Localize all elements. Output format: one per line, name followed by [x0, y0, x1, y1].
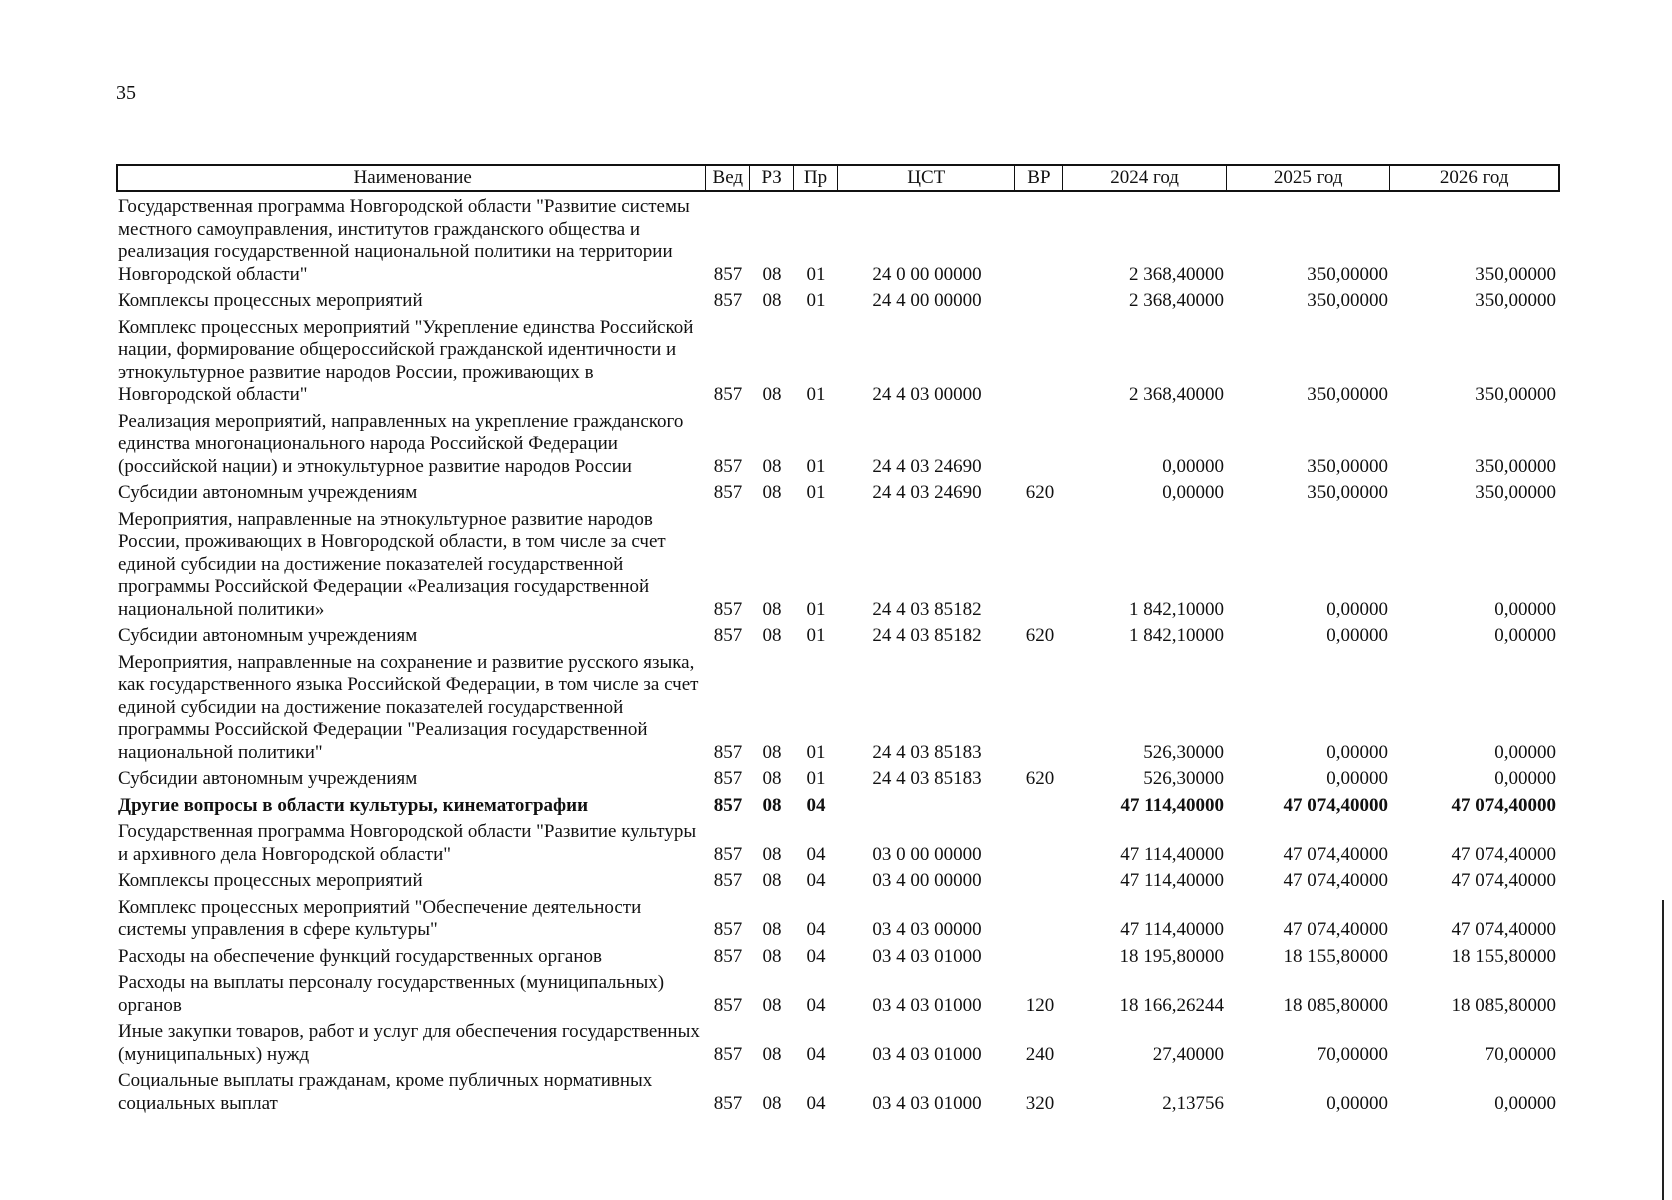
row-2026: 47 074,40000: [1451, 919, 1556, 940]
table-row: [116, 290, 1560, 313]
row-2024: 27,40000: [1152, 1043, 1224, 1065]
table-row: [116, 972, 1560, 1017]
row-2025: 0,00000: [1326, 1092, 1388, 1114]
row-vr: 620: [1025, 482, 1055, 503]
row-vr: 620: [1025, 768, 1055, 789]
row-pr: 04: [806, 843, 826, 865]
header-2024: 2024 год: [1063, 166, 1227, 190]
row-cst: 24 4 03 85182: [872, 598, 982, 620]
row-pr: 01: [806, 384, 826, 405]
table-body: [116, 196, 1560, 1115]
row-rz: 08: [762, 384, 782, 405]
row-2025: 18 085,80000: [1283, 994, 1388, 1016]
row-name: Другие вопросы в области культуры, кинематографии: [118, 794, 589, 816]
row-pr: 04: [806, 994, 826, 1016]
row-2025: 0,00000: [1326, 598, 1388, 620]
row-name: Расходы на обеспечение функций государственных органов: [118, 945, 602, 967]
row-2025: 350,00000: [1307, 290, 1388, 311]
row-pr: 01: [806, 598, 826, 620]
row-ved: 857: [713, 455, 743, 477]
row-cst: 24 4 03 24690: [872, 482, 982, 503]
header-vr: ВР: [1015, 166, 1063, 190]
row-vr: 320: [1025, 1092, 1055, 1114]
row-ved: 857: [713, 1043, 743, 1065]
row-2025: 0,00000: [1326, 768, 1388, 789]
row-rz: 08: [762, 843, 782, 865]
scan-edge-line: [1662, 900, 1664, 1200]
row-rz: 08: [762, 455, 782, 477]
row-2024: 0,00000: [1162, 455, 1224, 477]
row-rz: 08: [762, 994, 782, 1016]
row-2025: 47 074,40000: [1283, 919, 1388, 940]
row-ved: 857: [713, 263, 743, 285]
row-ved: 857: [713, 843, 743, 865]
row-2024: 47 114,40000: [1120, 843, 1224, 865]
row-2026: 18 085,80000: [1451, 994, 1556, 1016]
row-pr: 01: [806, 263, 826, 285]
row-vr: 240: [1025, 1043, 1055, 1065]
table-row: [116, 768, 1560, 791]
page-number: 35: [116, 82, 136, 104]
table-row: [116, 1021, 1560, 1066]
table-row: [116, 897, 1560, 942]
row-2026: 18 155,80000: [1451, 945, 1556, 967]
row-2024: 2 368,40000: [1129, 290, 1224, 311]
row-cst: 03 4 03 01000: [872, 1092, 982, 1114]
row-cst: 03 4 03 00000: [872, 919, 982, 940]
row-2025: 47 074,40000: [1283, 843, 1388, 865]
row-2026: 0,00000: [1494, 741, 1556, 763]
row-pr: 04: [806, 945, 826, 967]
row-2024: 1 842,10000: [1129, 625, 1224, 646]
row-2024: 0,00000: [1162, 482, 1224, 503]
row-ved: 857: [713, 290, 743, 311]
row-name: Расходы на выплаты персоналу государственных (муниципальных) органов: [118, 972, 665, 1016]
row-cst: 03 4 03 01000: [872, 1043, 982, 1065]
row-pr: 01: [806, 290, 826, 311]
row-rz: 08: [762, 870, 782, 891]
row-name: Социальные выплаты гражданам, кроме публичных нормативных социальных выплат: [118, 1070, 653, 1114]
row-2024: 2 368,40000: [1129, 263, 1224, 285]
row-2024: 1 842,10000: [1129, 598, 1224, 620]
row-vr: 620: [1025, 625, 1055, 646]
row-2026: 70,00000: [1484, 1043, 1556, 1065]
row-rz: 08: [762, 794, 782, 816]
row-2026: 47 074,40000: [1451, 870, 1556, 891]
row-name: Мероприятия, направленные на сохранение и развитие русского языка, как государственного языка Российской Федерации, в том числе за счет единой субсидии на достижение показателей государственной программы Российской Федерации "Реализация государственной национальной политики": [118, 651, 699, 763]
row-2024: 2,13756: [1162, 1092, 1224, 1114]
row-2024: 526,30000: [1143, 768, 1224, 789]
row-ved: 857: [713, 870, 743, 891]
row-cst: 03 4 03 01000: [872, 994, 982, 1016]
row-rz: 08: [762, 1092, 782, 1114]
row-pr: 01: [806, 455, 826, 477]
row-ved: 857: [713, 919, 743, 940]
row-pr: 04: [806, 919, 826, 940]
row-cst: 24 4 03 24690: [872, 455, 982, 477]
row-pr: 01: [806, 482, 826, 503]
row-2024: 526,30000: [1143, 741, 1224, 763]
row-rz: 08: [762, 598, 782, 620]
row-name: Государственная программа Новгородской области "Развитие системы местного самоуправления, институтов гражданского общества и реализация государственной национальной политики на территории Новгородской области": [118, 196, 690, 285]
row-ved: 857: [713, 598, 743, 620]
row-pr: 04: [806, 1043, 826, 1065]
row-cst: 03 4 03 01000: [872, 945, 982, 967]
table-row: [116, 652, 1560, 765]
row-2025: 350,00000: [1307, 482, 1388, 503]
row-2026: 0,00000: [1494, 768, 1556, 789]
header-pr: Пр: [794, 166, 838, 190]
row-pr: 04: [806, 870, 826, 891]
row-2025: 350,00000: [1307, 263, 1388, 285]
table-row: [116, 946, 1560, 969]
table-row: [116, 317, 1560, 407]
table-row: [116, 1070, 1560, 1115]
table-row: [116, 795, 1560, 818]
row-rz: 08: [762, 1043, 782, 1065]
row-2025: 350,00000: [1307, 384, 1388, 405]
row-2026: 350,00000: [1475, 290, 1556, 311]
row-rz: 08: [762, 482, 782, 503]
row-ved: 857: [713, 994, 743, 1016]
table-row: [116, 509, 1560, 622]
budget-table: [116, 164, 1560, 1115]
row-ved: 857: [713, 768, 743, 789]
header-ved: Вед: [706, 166, 750, 190]
row-2026: 47 074,40000: [1451, 843, 1556, 865]
header-2026: 2026 год: [1439, 167, 1509, 188]
row-cst: 03 0 00 00000: [872, 843, 982, 865]
row-2025: 47 074,40000: [1283, 794, 1388, 816]
row-pr: 04: [806, 1092, 826, 1114]
row-pr: 01: [806, 741, 826, 763]
table-row: [116, 625, 1560, 648]
row-2026: 0,00000: [1494, 625, 1556, 646]
row-2026: 350,00000: [1475, 482, 1556, 503]
row-2024: 2 368,40000: [1129, 384, 1224, 405]
row-2026: 47 074,40000: [1451, 794, 1556, 816]
table-row: [116, 411, 1560, 479]
row-name: Комплекс процессных мероприятий "Обеспечение деятельности системы управления в сфере культуры": [118, 896, 642, 940]
row-2024: 47 114,40000: [1120, 870, 1224, 891]
row-pr: 01: [806, 768, 826, 789]
table-header: [116, 164, 1560, 192]
row-rz: 08: [762, 919, 782, 940]
row-cst: 24 4 00 00000: [872, 290, 982, 311]
row-cst: 24 4 03 85182: [872, 625, 982, 646]
row-2025: 70,00000: [1316, 1043, 1388, 1065]
row-ved: 857: [713, 384, 743, 405]
row-rz: 08: [762, 290, 782, 311]
row-2025: 350,00000: [1307, 455, 1388, 477]
row-name: Реализация мероприятий, направленных на укрепление гражданского единства многонационального народа Российской Федерации (российской нации) и этнокультурное развитие народов России: [118, 410, 684, 477]
row-ved: 857: [713, 1092, 743, 1114]
row-name: Мероприятия, направленные на этнокультурное развитие народов России, проживающих в Новгородской области, в том числе за счет единой субсидии на достижение показателей государственной программы Российской Федерации «Реализация государственной национальной политики»: [118, 508, 666, 620]
row-rz: 08: [762, 625, 782, 646]
row-cst: 24 0 00 00000: [872, 263, 982, 285]
row-name: Комплекс процессных мероприятий "Укрепление единства Российской нации, формирование общероссийской гражданской идентичности и этнокультурное развитие народов России, проживающих в Новгородской области": [118, 316, 694, 405]
header-2025: 2025 год: [1227, 166, 1391, 190]
row-rz: 08: [762, 945, 782, 967]
row-2025: 47 074,40000: [1283, 870, 1388, 891]
row-ved: 857: [713, 741, 743, 763]
row-2024: 47 114,40000: [1120, 794, 1224, 816]
row-2026: 350,00000: [1475, 455, 1556, 477]
table-row: [116, 870, 1560, 893]
row-cst: 24 4 03 85183: [872, 768, 982, 789]
row-name: Субсидии автономным учреждениям: [118, 625, 418, 646]
row-name: Иные закупки товаров, работ и услуг для обеспечения государственных (муниципальных) нужд: [118, 1021, 700, 1065]
row-ved: 857: [713, 625, 743, 646]
row-rz: 08: [762, 263, 782, 285]
row-2024: 18 166,26244: [1119, 994, 1224, 1016]
row-2026: 350,00000: [1475, 384, 1556, 405]
row-2026: 0,00000: [1494, 1092, 1556, 1114]
row-ved: 857: [713, 945, 743, 967]
row-2025: 0,00000: [1326, 741, 1388, 763]
row-vr: 120: [1025, 994, 1055, 1016]
row-name: Субсидии автономным учреждениям: [118, 482, 418, 503]
row-name: Субсидии автономным учреждениям: [118, 768, 418, 789]
row-ved: 857: [713, 794, 743, 816]
row-2024: 47 114,40000: [1120, 919, 1224, 940]
row-rz: 08: [762, 741, 782, 763]
row-2024: 18 195,80000: [1119, 945, 1224, 967]
row-name: Государственная программа Новгородской области "Развитие культуры и архивного дела Новгородской области": [118, 821, 697, 865]
row-2026: 0,00000: [1494, 598, 1556, 620]
row-pr: 04: [806, 794, 826, 816]
header-rz: РЗ: [750, 166, 794, 190]
table-row: [116, 821, 1560, 866]
row-cst: 24 4 03 00000: [872, 384, 982, 405]
row-2025: 0,00000: [1326, 625, 1388, 646]
row-rz: 08: [762, 768, 782, 789]
row-ved: 857: [713, 482, 743, 503]
row-2026: 350,00000: [1475, 263, 1556, 285]
table-row: [116, 196, 1560, 286]
row-name: Комплексы процессных мероприятий: [118, 290, 423, 311]
header-cst: ЦСТ: [838, 166, 1016, 190]
row-name: Комплексы процессных мероприятий: [118, 870, 423, 891]
row-cst: 03 4 00 00000: [872, 870, 982, 891]
row-pr: 01: [806, 625, 826, 646]
row-2025: 18 155,80000: [1283, 945, 1388, 967]
table-row: [116, 482, 1560, 505]
header-name: Наименование: [118, 166, 706, 190]
row-cst: 24 4 03 85183: [872, 741, 982, 763]
